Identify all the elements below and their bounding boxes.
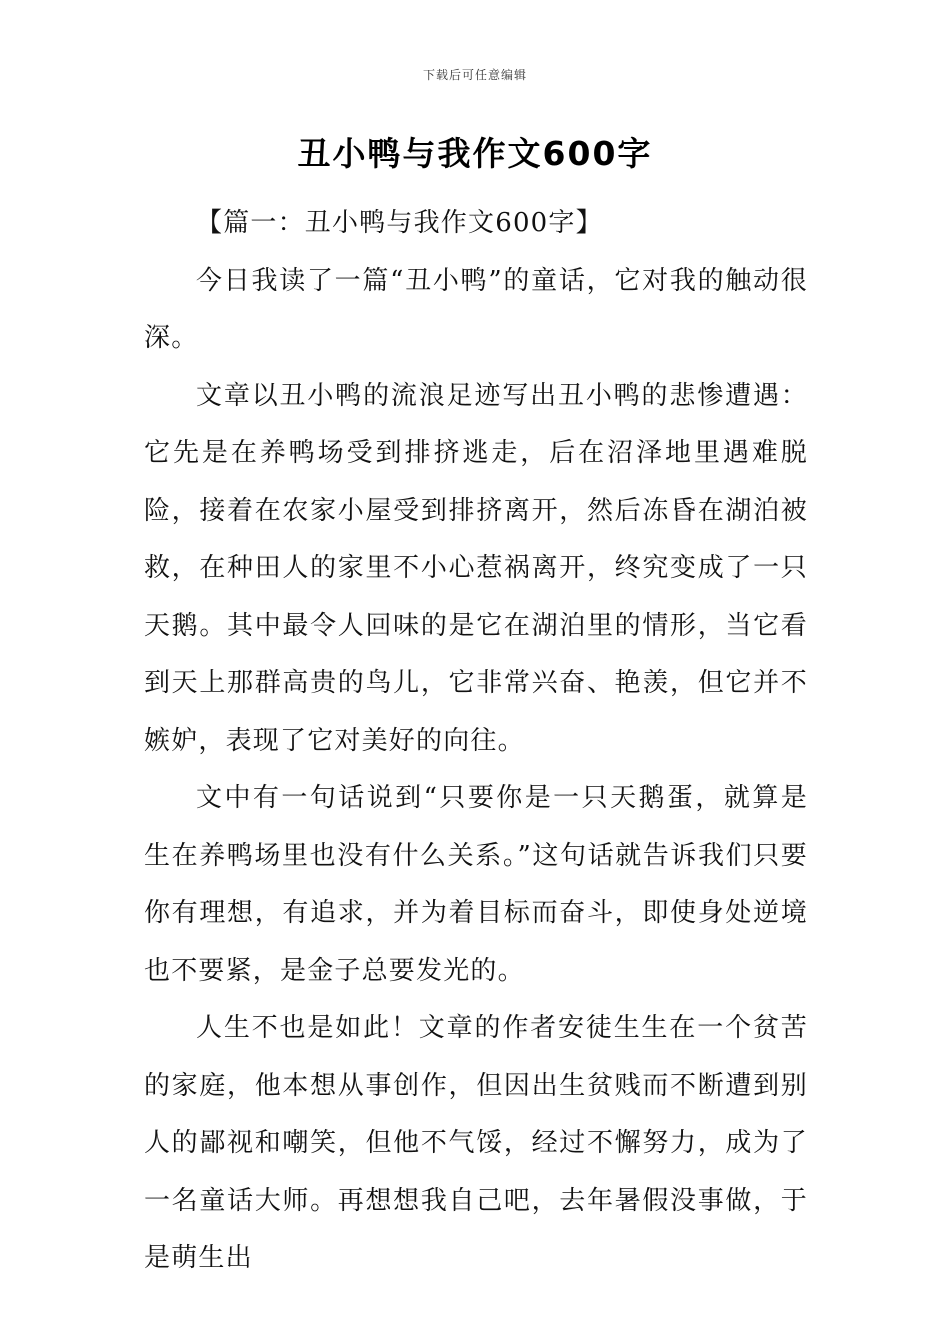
paragraph: 文中有一句话说到“只要你是一只天鹅蛋，就算是生在养鸭场里也没有什么关系。”这句话就告诉我们只要你有理想，有追求，并为着目标而奋斗，即使身处逆境也不要紧，是金子总要发光的。 (144, 783, 808, 986)
paragraph: 文章以丑小鸭的流浪足迹写出丑小鸭的悲惨遭遇：它先是在养鸭场受到排挤逃走，后在沼泽地里遇难脱险，接着在农家小屋受到排挤离开，然后冻昏在湖泊被救，在种田人的家里不小心惹祸离开，终究变成了一只天鹅。其中最令人回味的是它在湖泊里的情形，当它看到天上那群高贵的鸟儿，它非常兴奋、艳羡，但它并不嫉妒，表现了它对美好的向往。 (144, 380, 808, 756)
paragraph: 今日我读了一篇“丑小鸭”的童话，它对我的触动很深。 (144, 265, 808, 353)
header-note: 下载后可任意编辑 (422, 68, 527, 82)
paragraph: 人生不也是如此！文章的作者安徒生生在一个贫苦的家庭，他本想从事创作，但因出生贫贱而不断遭到别人的鄙视和嘲笑，但他不气馁，经过不懈努力，成为了一名童话大师。再想想我自己吧，去年暑假没事做，于是萌生出 (144, 1013, 808, 1273)
document-title: 丑小鸭与我作文600字 (297, 134, 653, 173)
document-body (144, 195, 808, 1288)
section-heading: 【篇一：丑小鸭与我作文600字】 (196, 208, 603, 238)
